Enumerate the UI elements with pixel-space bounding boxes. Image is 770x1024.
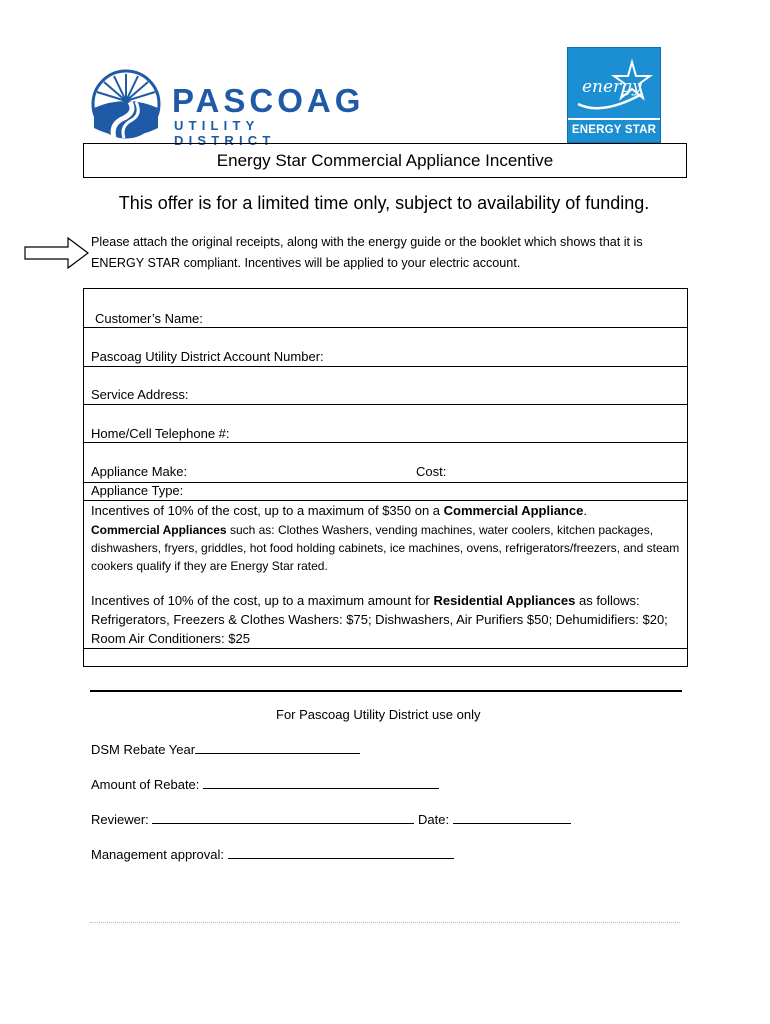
amount-label: Amount of Rebate: <box>91 777 204 792</box>
telephone-row[interactable] <box>84 405 687 443</box>
form-title: Energy Star Commercial Appliance Incentive <box>216 151 554 170</box>
blank-form-row <box>84 649 687 667</box>
energy-star-band <box>568 118 660 142</box>
right-arrow-icon <box>24 236 90 270</box>
date-label: Date: <box>414 812 453 827</box>
amount-line <box>91 776 439 792</box>
amount-field[interactable] <box>203 776 439 789</box>
pascoag-emblem-icon <box>90 68 162 140</box>
reviewer-line <box>91 811 571 827</box>
incentive-info-row <box>84 501 687 649</box>
energy-script-text: energy <box>582 77 642 97</box>
appliance-make-row[interactable] <box>84 443 687 483</box>
applicant-form <box>83 288 688 667</box>
service-address-row[interactable] <box>84 367 687 405</box>
commercial-incentive-text: Incentives of 10% of the cost, up to a maximum of $350 on a <box>91 503 444 518</box>
energy-star-icon <box>572 54 656 116</box>
date-field[interactable] <box>453 811 571 824</box>
commercial-examples-text: such as: Clothes Washers, vending machines, water coolers, kitchen packages, dishwashers, fryers, griddles, hot food holding cabinets, ice machines, ovens, refrigerators/freezers, and steam cookers qualify if they are Energy Star rated. <box>91 523 680 573</box>
energy-star-logo <box>567 47 661 143</box>
dsm-year-label: DSM Rebate Year <box>91 742 196 757</box>
appliance-make-label: Appliance Make: <box>91 464 188 479</box>
reviewer-field[interactable] <box>152 811 414 824</box>
management-field[interactable] <box>228 846 454 859</box>
commercial-examples <box>91 521 683 575</box>
office-use-divider <box>90 690 682 692</box>
customer-name-row[interactable] <box>84 289 687 328</box>
footer-dotted-line <box>90 922 680 923</box>
residential-incentive <box>91 591 683 648</box>
pascoag-logo <box>90 68 365 148</box>
commercial-examples-bold: Commercial Appliances <box>91 523 227 537</box>
management-line <box>91 846 454 862</box>
telephone-label: Home/Cell Telephone #: <box>91 426 230 441</box>
service-address-label: Service Address: <box>91 387 189 402</box>
customer-name-label: Customer’s Name: <box>95 311 203 326</box>
residential-amounts-text: as follows: Refrigerators, Freezers & Clothes Washers: $75; Dishwashers, Air Purifiers $50; Dehumidifiers: $20; Room Air Conditioners: $25 <box>91 593 668 646</box>
commercial-incentive-line <box>91 502 683 520</box>
attachment-instructions: Please attach the original receipts, along with the energy guide or the booklet which shows that it is ENERGY STAR compliant. Incentives will be applied to your electric account. <box>91 235 643 270</box>
residential-appliance-bold: Residential Appliances <box>433 593 576 608</box>
dsm-year-field[interactable] <box>195 741 360 754</box>
commercial-incentive-period: . <box>583 503 587 518</box>
account-number-row[interactable] <box>84 328 687 367</box>
logo-subtitle: UTILITY DISTRICT <box>174 118 276 148</box>
reviewer-label: Reviewer: <box>91 812 153 827</box>
commercial-appliance-bold: Commercial Appliance <box>443 503 584 518</box>
limited-offer-notice: This offer is for a limited time only, subject to availability of funding. <box>118 193 650 213</box>
form-title-box <box>83 143 687 178</box>
appliance-type-row[interactable] <box>84 483 687 501</box>
dsm-year-line <box>91 741 360 757</box>
energy-star-label: ENERGY STAR <box>571 124 657 136</box>
logo-name: PASCOAG <box>172 82 365 119</box>
appliance-type-label: Appliance Type: <box>91 483 184 498</box>
management-label: Management approval: <box>91 847 228 862</box>
residential-incentive-text: Incentives of 10% of the cost, up to a maximum amount for <box>91 593 434 608</box>
office-use-heading: For Pascoag Utility District use only <box>276 707 481 722</box>
account-number-label: Pascoag Utility District Account Number: <box>91 349 324 364</box>
cost-label: Cost: <box>416 464 447 479</box>
